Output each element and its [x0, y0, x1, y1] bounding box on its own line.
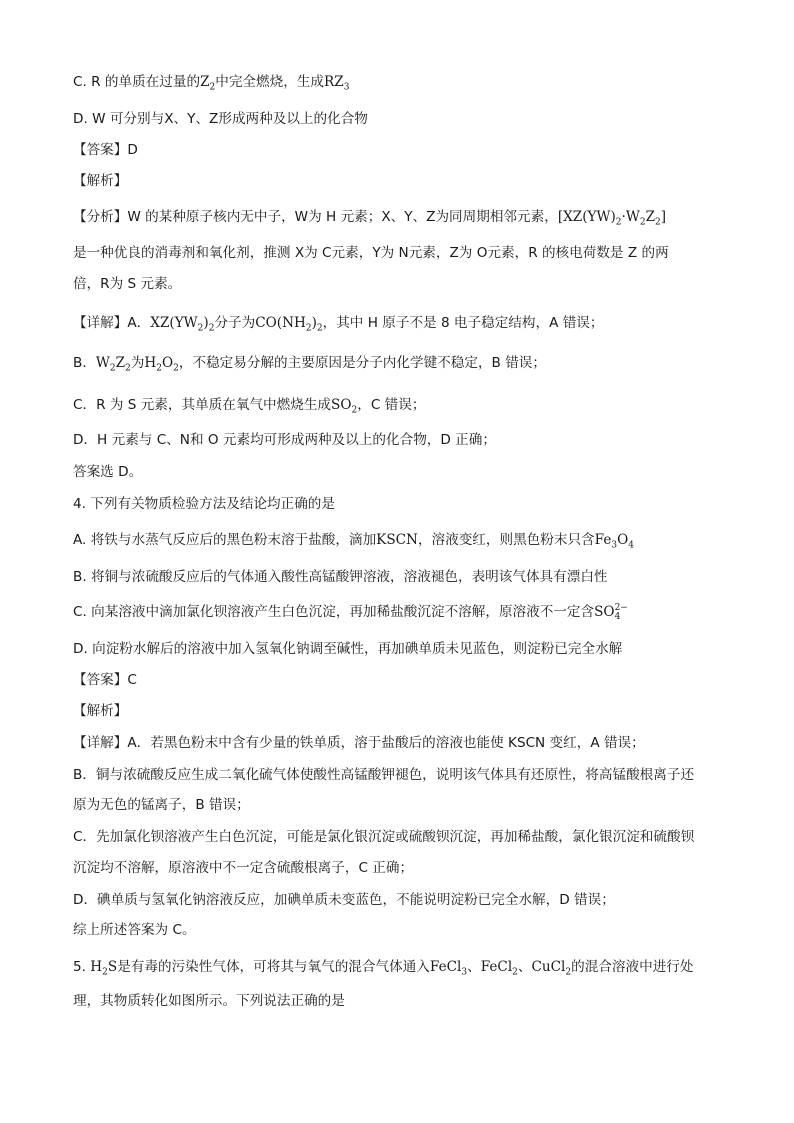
- analysis-line-2: 是一种优良的消毒剂和氧化剂，推测 X为 C元素，Y为 N元素，Z为 O元素，R 的核电荷数是 Z 的两: [73, 245, 669, 261]
- formula-xzyw2-2: $XZ(YW_2)_2$: [150, 315, 215, 334]
- option-c-line: C. R 的单质在过量的$Z_2$中完全燃烧，生成$RZ_3$: [73, 74, 350, 93]
- question-5-stem-1: 5. $H_2S$是有毒的污染性气体，可将其与氧气的混合气体通入FeCl$_3$、FeCl$_2$、CuCl$_2$的混合溶液中进行处: [73, 959, 694, 978]
- detail-4b-line-2: 原为无色的锰离子，B 错误；: [73, 797, 250, 813]
- formula-cucl2: CuCl$_2$: [531, 959, 572, 978]
- formula-kscn: KSCN: [376, 532, 418, 548]
- analysis-label: 【解析】: [73, 173, 128, 189]
- question-4-option-a: A. 将铁与水蒸气反应后的黑色粉末溶于盐酸，滴加KSCN，溶液变红，则黑色粉末只含$Fe_3O_4$: [73, 532, 635, 551]
- analysis-label-2: 【解析】: [73, 703, 128, 719]
- formula-urea: $CO(NH_2)_2$: [255, 315, 323, 334]
- formula-sulfate: SO 2− 4: [594, 602, 628, 622]
- question-4-option-b: B. 将铜与浓硫酸反应后的气体通入酸性高锰酸钾溶液，溶液褪色，表明该气体具有漂白性: [73, 569, 608, 585]
- formula-complex: $[XZ(YW)_2\cdot W_2Z_2]$: [557, 209, 667, 228]
- formula-z2: $Z_2$: [200, 74, 216, 93]
- detail-c-line: C．R 为 S 元素，其单质在氧气中燃烧生成$SO_2$，C 错误；: [73, 397, 426, 416]
- question-4-option-c: C. 向某溶液中滴加氯化钡溶液产生白色沉淀，再加稀盐酸沉淀不溶解，原溶液不一定含SO 2− 4: [73, 602, 628, 622]
- analysis-line-3: 倍，R为 S 元素。: [73, 276, 182, 292]
- formula-w2z2: $W_2Z_2$: [95, 355, 131, 374]
- formula-so2: $SO_2$: [331, 397, 358, 416]
- detail-d-line: D．H 元素与 C、N和 O 元素均可形成两种及以上的化合物，D 正确；: [73, 432, 496, 448]
- answer-label: 【答案】D: [73, 142, 138, 158]
- summary-answer-c: 综上所述答案为 C。: [73, 922, 196, 938]
- question-4-stem: 4. 下列有关物质检验方法及结论均正确的是: [73, 496, 335, 512]
- formula-fe3o4: $Fe_3O_4$: [594, 532, 635, 551]
- analysis-line-1: 【分析】W 的某种原子核内无中子，W为 H 元素；X、Y、Z为同周期相邻元素，$[XZ(YW)_2\cdot W_2Z_2]$: [73, 209, 667, 228]
- formula-h2s: $H_2S$: [90, 959, 118, 978]
- detail-4c-line-2: 沉淀均不溶解，原溶液中不一定含硫酸根离子，C 正确；: [73, 860, 414, 876]
- question-4-option-d: D. 向淀粉水解后的溶液中加入氢氧化钠调至碱性，再加碘单质未见蓝色，则淀粉已完全水解: [73, 641, 623, 657]
- formula-rz3: $RZ_3$: [324, 74, 350, 93]
- formula-fecl2: FeCl$_2$: [480, 959, 518, 978]
- detail-4b-line-1: B．铜与浓硫酸反应生成二氧化硫气体使酸性高锰酸钾褪色，说明该气体具有还原性，将高锰酸根离子还: [73, 767, 695, 783]
- question-5-stem-2: 理，其物质转化如图所示。下列说法正确的是: [73, 993, 345, 1009]
- option-d-line: D. W 可分别与X、Y、Z形成两种及以上的化合物: [73, 111, 368, 127]
- detail-b-line: B．$W_2Z_2$为$H_2O_2$，不稳定易分解的主要原因是分子内化学键不稳定，B 错误；: [73, 355, 546, 374]
- formula-fecl3: FeCl$_3$: [429, 959, 468, 978]
- detail-4a-line: 【详解】A．若黑色粉末中含有少量的铁单质，溶于盐酸后的溶液也能使 KSCN 变红，A 错误；: [73, 735, 645, 751]
- answer-label-2: 【答案】C: [73, 672, 137, 688]
- formula-h2o2: $H_2O_2$: [144, 355, 179, 374]
- detail-a-line: 【详解】A．$XZ(YW_2)_2$分子为$CO(NH_2)_2$，其中 H 原子不是 8 电子稳定结构，A 错误；: [73, 315, 604, 334]
- detail-4c-line-1: C．先加氯化钡溶液产生白色沉淀，可能是氯化银沉淀或硫酸钡沉淀，再加稀盐酸，氯化银沉淀和硫酸钡: [73, 829, 695, 845]
- answer-select-d: 答案选 D。: [73, 464, 143, 480]
- detail-4d-line: D．碘单质与氢氧化钠溶液反应，加碘单质未变蓝色，不能说明淀粉已完全水解，D 错误；: [73, 892, 615, 908]
